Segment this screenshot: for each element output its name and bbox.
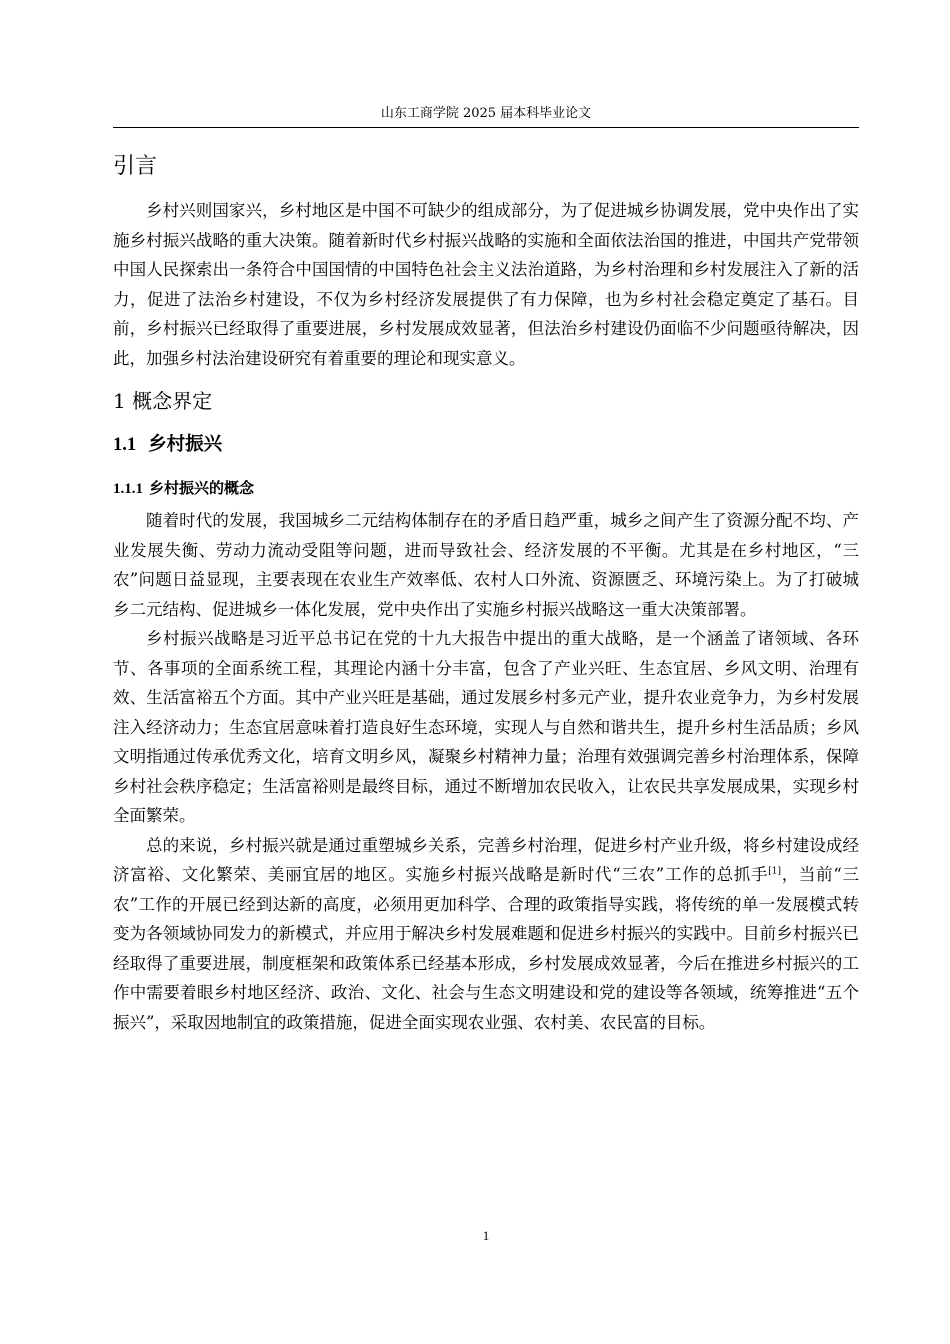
chapter-title: 概念界定 <box>132 389 213 413</box>
header-rule <box>113 127 859 128</box>
subsection-heading <box>113 471 859 506</box>
section-number: 1.1 <box>113 435 137 455</box>
subsection-number: 1.1.1 <box>113 481 143 497</box>
intro-paragraph: 乡村兴则国家兴，乡村地区是中国不可缺少的组成部分，为了促进城乡协调发展，党中央作出了实施乡村振兴战略的重大决策。随着新时代乡村振兴战略的实施和全面依法治国的推进，中国共产党带领中国人民探索出一条符合中国国情的中国特色社会主义法治道路，为乡村治理和乡村发展注入了新的活力，促进了法治乡村建设，不仅为乡村经济发展提供了有力保障，也为乡村社会稳定奠定了基石。目前，乡村振兴已经取得了重要进展，乡村发展成效显著，但法治乡村建设仍面临不少问题亟待解决，因此，加强乡村法治建设研究有着重要的理论和现实意义。 <box>113 201 859 368</box>
section-heading <box>113 425 859 465</box>
body-content <box>113 146 859 1037</box>
citation-ref-1[interactable]: [1] <box>768 866 781 877</box>
body-paragraph-1: 随着时代的发展，我国城乡二元结构体制存在的矛盾日趋严重，城乡之间产生了资源分配不均、产业发展失衡、劳动力流动受阻等问题，进而导致社会、经济发展的不平衡。尤其是在乡村地区，“三农”问题日益显现，主要表现在农业生产效率低、农村人口外流、资源匮乏、环境污染上。为了打破城乡二元结构、促进城乡一体化发展，党中央作出了实施乡村振兴战略这一重大决策部署。 <box>113 511 859 619</box>
intro-heading: 引言 <box>113 154 158 179</box>
paragraph-3-text-b: ，当前“三农”工作的开展已经到达新的高度，必须用更加科学、合理的政策指导实践，将传统的单一发展模式转变为各领域协同发力的新模式，并应用于解决乡村发展难题和促进乡村振兴的实践中。目前乡村振兴已经取得了重要进展，制度框架和政策体系已经基本形成，乡村发展成效显著，今后在推进乡村振兴的工作中需要着眼乡村地区经济、政治、文化、社会与生态文明建设和党的建设等各领域，统筹推进“五个振兴”，采取因地制宜的政策措施，促进全面实现农业强、农村美、农民富的目标。 <box>113 865 860 1032</box>
subsection-title: 乡村振兴的概念 <box>149 479 255 497</box>
chapter-number: 1 <box>113 389 126 413</box>
body-paragraph-3 <box>113 831 859 1038</box>
section-title: 乡村振兴 <box>148 434 223 455</box>
running-header: 山东工商学院 2025 届本科毕业论文 <box>380 106 592 121</box>
page-number: 1 <box>482 1228 490 1243</box>
paragraph-3-text-a: 总的来说，乡村振兴就是通过重塑城乡关系，完善乡村治理，促进乡村产业升级，将乡村建设成经济富裕、文化繁荣、美丽宜居的地区。实施乡村振兴战略是新时代“三农”工作的总抓手 <box>113 835 859 884</box>
body-paragraph-2: 乡村振兴战略是习近平总书记在党的十九大报告中提出的重大战略，是一个涵盖了诸领域、各环节、各事项的全面系统工程，其理论内涵十分丰富，包含了产业兴旺、生态宜居、乡风文明、治理有效、生活富裕五个方面。其中产业兴旺是基础，通过发展乡村多元产业，提升农业竞争力，为乡村发展注入经济动力；生态宜居意味着打造良好生态环境，实现人与自然和谐共生，提升乡村生活品质；乡风文明指通过传承优秀文化，培育文明乡风，凝聚乡村精神力量；治理有效强调完善乡村治理体系，保障乡村社会秩序稳定；生活富裕则是最终目标，通过不断增加农民收入，让农民共享发展成果，实现乡村全面繁荣。 <box>113 629 859 825</box>
chapter-heading <box>113 381 859 421</box>
